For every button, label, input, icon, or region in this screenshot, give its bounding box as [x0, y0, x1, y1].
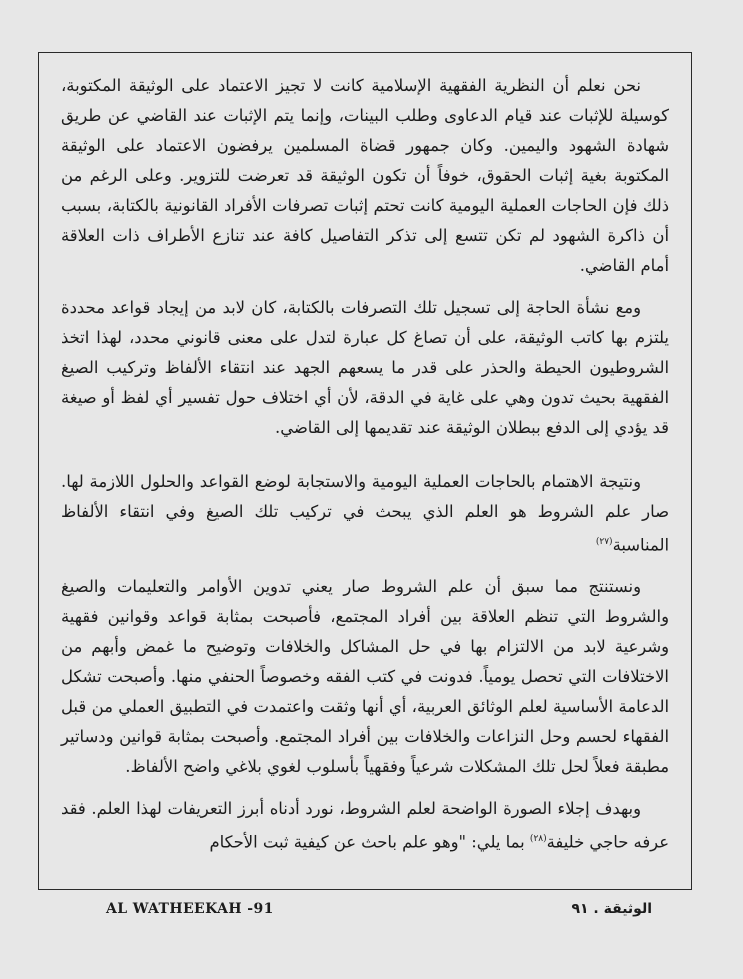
- paragraph-4: ونستنتج مما سبق أن علم الشروط صار يعني تدوين الأوامر والتعليمات والصيغ والشروط التي تنظم العلاقة بين أفراد المجتمع، فأصبحت بمثابة قواعد وقوانين فقهية وشرعية لابد من الالتزام بها في حل المشاكل والخلافات وتوضيح ما غمض وأبهم من الاختلافات التي تحصل يومياً. فدونت في كتب الفقه وخصوصاً الحنفي منها. وأصبحت تشكل الدعامة الأساسية لعلم الوثائق العربية، أي أنها وثقت واعتمدت في التطبيق العملي من قبل الفقهاء لحسم وحل النزاعات والخلافات بين أفراد المجتمع. وأصبحت بمثابة قوانين ودساتير مطبقة فعلاً لحل تلك المشكلات شرعياً وفقهياً بأسلوب لغوي بلاغي واضح الألفاظ.: [61, 577, 669, 777]
- page-frame: [38, 52, 692, 890]
- footer-arabic-page-label: الوثيقة . ٩١: [571, 901, 652, 917]
- paragraph-3-text: ونتيجة الاهتمام بالحاجات العملية اليومية والاستجابة لوضع القواعد والحلول اللازمة لها. صار علم الشروط هو العلم الذي يبحث في تركيب تلك الصيغ وفي انتقاء الألفاظ المناسبة: [61, 472, 669, 555]
- paragraph-5: [61, 794, 669, 857]
- paragraph-1: نحن نعلم أن النظرية الفقهية الإسلامية كانت لا تجيز الاعتماد على الوثيقة المكتوبة، كوسيلة للإثبات عند قيام الدعاوى وطلب البينات، وإنما يتم الإثبات عند القاضي عن طريق شهادة الشهود واليمين. وكان جمهور قضاة المسلمين يرفضون الاعتماد على الوثيقة المكتوبة بغية إثبات الحقوق، خوفاً أن تكون الوثيقة قد تعرضت للتزوير. وعلى الرغم من ذلك فإن الحاجات العملية اليومية كانت تحتم إثبات تصرفات الأفراد القانونية بالكتابة، بسبب أن ذاكرة الشهود لم تكن تتسع إلى تذكر التفاصيل كافة عند تنازع الأطراف ذات العلاقة أمام القاضي.: [61, 76, 669, 275]
- footer-english-page-label: AL WATHEEKAH -91: [106, 901, 274, 917]
- footnote-ref-27[interactable]: (٢٧): [595, 537, 613, 547]
- paragraph-3: [61, 467, 669, 560]
- paragraph-5-continuation: بما يلي: "وهو علم باحث عن كيفية ثبت الأحكام: [209, 832, 525, 852]
- paragraph-2: ومع نشأة الحاجة إلى تسجيل تلك التصرفات بالكتابة، كان لابد من إيجاد قواعد محددة يلتزم بها كاتب الوثيقة، على أن تصاغ كل عبارة لتدل على معنى قانوني محدد، لهذا اتخذ الشروطيون الحيطة والحذر على قدر ما يسعهم الجهد عند انتقاء الألفاظ وتركيب الصيغ الفقهية بحيث تدون وهي على غاية في الدقة، لأن أي اختلاف حول تفسير أي لفظ أو صيغة قد يؤدي إلى الدفع ببطلان الوثيقة عند تقديمها إلى القاضي.: [61, 298, 669, 437]
- paragraph-5-text: وبهدف إجلاء الصورة الواضحة لعلم الشروط، نورد أدناه أبرز التعريفات لهذا العلم. فقد عرفه حاجي خليفة: [61, 799, 669, 852]
- page-footer: [38, 901, 692, 925]
- footnote-ref-28[interactable]: (٢٨): [529, 834, 547, 845]
